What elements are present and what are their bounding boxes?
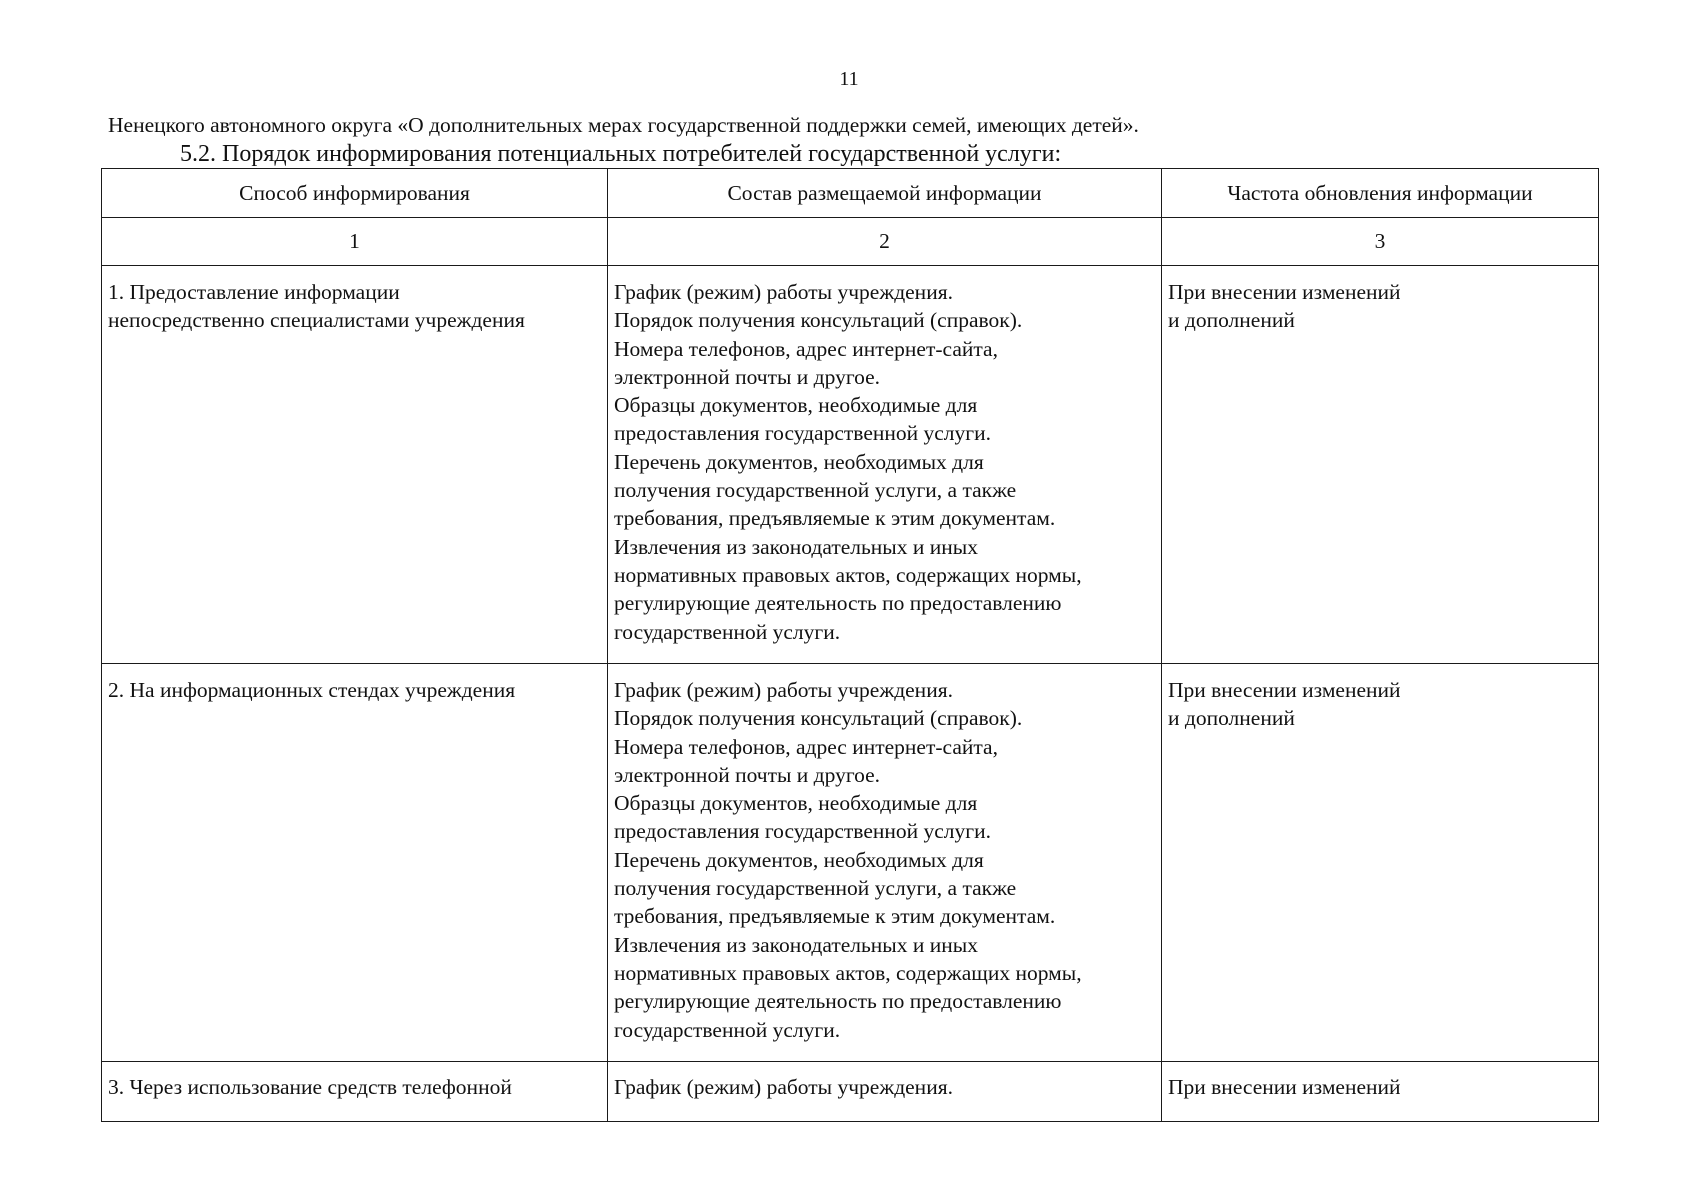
frequency-cell (1162, 1062, 1599, 1122)
frequency-cell (1162, 664, 1599, 1062)
page-number: 11 (839, 68, 859, 90)
header-frequency: Частота обновления информации (1162, 169, 1599, 218)
method-cell (102, 266, 608, 664)
cell-line: нормативных правовых актов, содержащих нормы, (614, 562, 1082, 587)
cell-line: предоставления государственной услуги. (614, 819, 991, 844)
cell-line: государственной услуги. (614, 619, 841, 644)
cell-line: государственной услуги. (614, 1017, 841, 1042)
cell-line: предоставления государственной услуги. (614, 421, 991, 446)
cell-line: получения государственной услуги, а также (614, 876, 1017, 901)
information-table (101, 168, 1599, 1122)
cell-line: Образцы документов, необходимые для (614, 393, 978, 418)
cell-line: Порядок получения консультаций (справок). (614, 706, 1023, 731)
cell-line: и дополнений (1168, 308, 1295, 333)
cell-line: График (режим) работы учреждения. (614, 1075, 953, 1099)
frequency-cell (1162, 266, 1599, 664)
cell-line: и дополнений (1168, 706, 1295, 731)
cell-line: Перечень документов, необходимых для (614, 449, 984, 474)
intro-text: Ненецкого автономного округа «О дополнительных мерах государственной поддержки семей, имеющих детей». (108, 113, 1139, 137)
content-cell (608, 1062, 1162, 1122)
table-row (102, 266, 1599, 664)
cell-line: непосредственно специалистами учреждения (108, 308, 525, 333)
table-row (102, 1062, 1599, 1122)
method-cell (102, 664, 608, 1062)
section-heading: 5.2. Порядок информирования потенциальных потребителей государственной услуги: (180, 141, 1062, 167)
cell-line: требования, предъявляемые к этим документам. (614, 904, 1056, 929)
cell-line: 3. Через использование средств телефонной (108, 1075, 512, 1099)
cell-line: электронной почты и другое. (614, 762, 881, 787)
cell-line: При внесении изменений (1168, 280, 1401, 304)
table-row (102, 664, 1599, 1062)
cell-line: 1. Предоставление информации (108, 280, 400, 304)
cell-line: регулирующие деятельность по предоставлению (614, 989, 1062, 1014)
cell-line: Извлечения из законодательных и иных (614, 932, 978, 957)
header-method: Способ информирования (102, 169, 608, 218)
cell-line: электронной почты и другое. (614, 364, 881, 389)
cell-line: регулирующие деятельность по предоставлению (614, 591, 1062, 616)
cell-line: Образцы документов, необходимые для (614, 791, 978, 816)
cell-line: Порядок получения консультаций (справок). (614, 308, 1023, 333)
cell-line: График (режим) работы учреждения. (614, 280, 953, 304)
cell-line: нормативных правовых актов, содержащих нормы, (614, 960, 1082, 985)
cell-line: График (режим) работы учреждения. (614, 678, 953, 702)
content-cell (608, 266, 1162, 664)
cell-line: При внесении изменений (1168, 678, 1401, 702)
column-number: 3 (1162, 218, 1599, 266)
cell-line: Извлечения из законодательных и иных (614, 534, 978, 559)
table-header-row (102, 169, 1599, 218)
cell-line: Номера телефонов, адрес интернет-сайта, (614, 336, 998, 361)
column-number: 2 (608, 218, 1162, 266)
cell-line: При внесении изменений (1168, 1075, 1401, 1099)
cell-line: 2. На информационных стендах учреждения (108, 678, 516, 702)
method-cell (102, 1062, 608, 1122)
cell-line: Номера телефонов, адрес интернет-сайта, (614, 734, 998, 759)
cell-line: требования, предъявляемые к этим документам. (614, 506, 1056, 531)
column-number-row (102, 218, 1599, 266)
header-content: Состав размещаемой информации (608, 169, 1162, 218)
cell-line: Перечень документов, необходимых для (614, 847, 984, 872)
column-number: 1 (102, 218, 608, 266)
content-cell (608, 664, 1162, 1062)
cell-line: получения государственной услуги, а также (614, 478, 1017, 503)
